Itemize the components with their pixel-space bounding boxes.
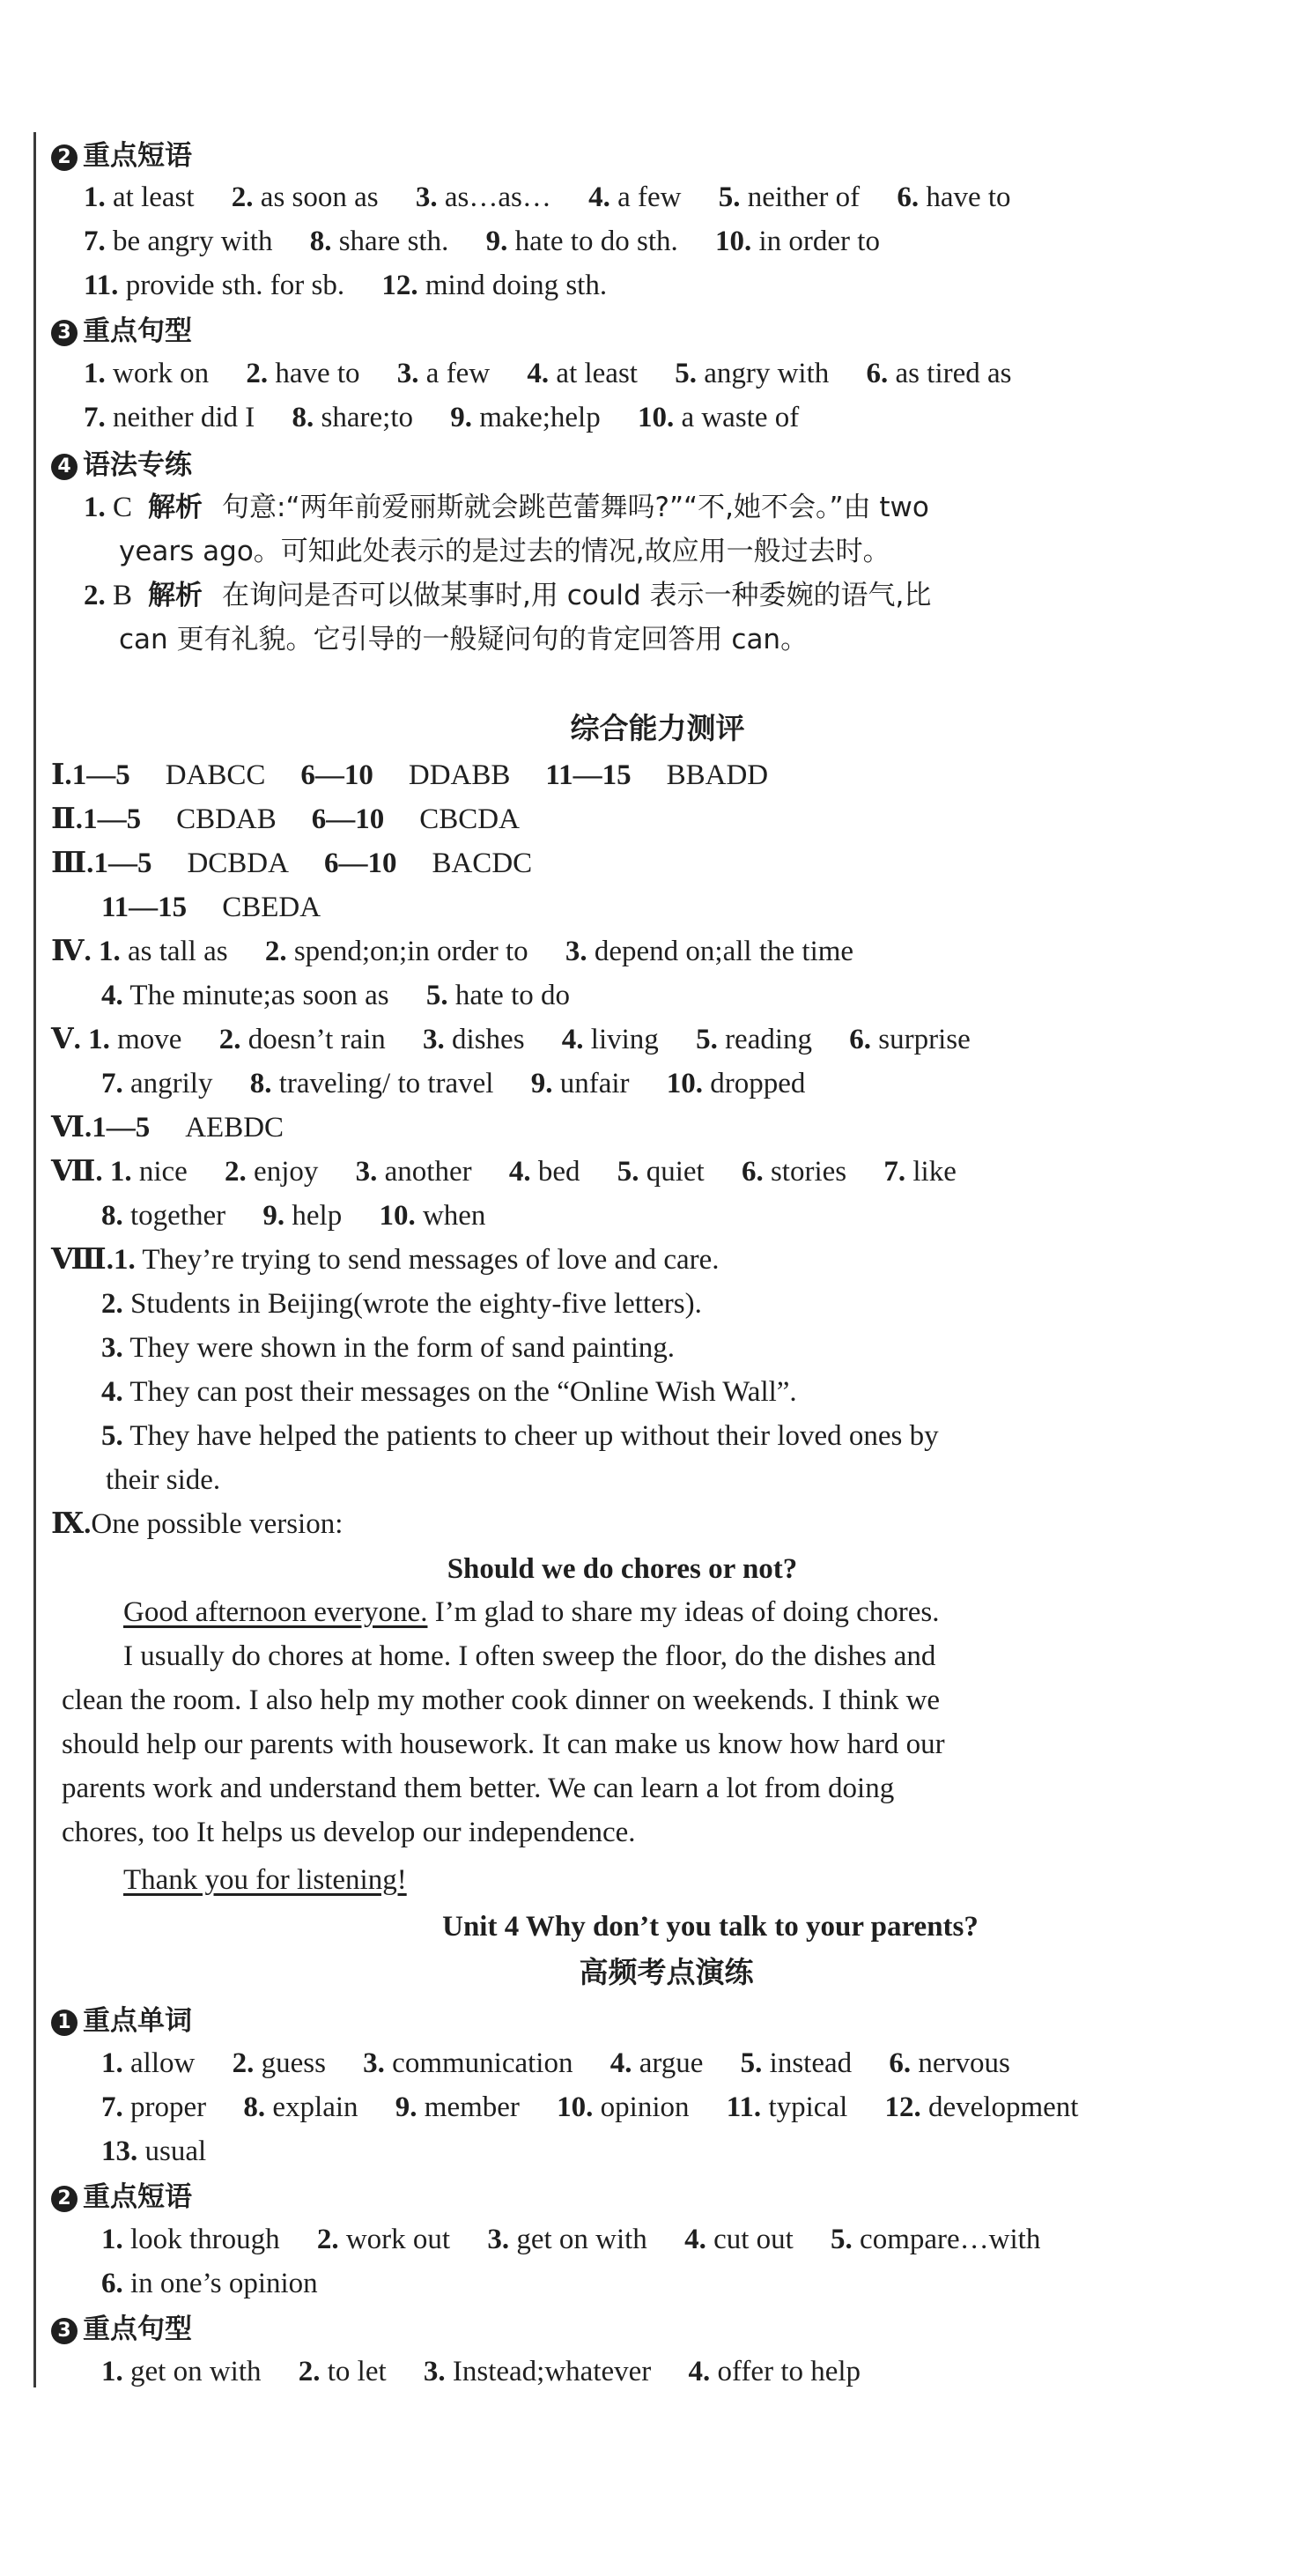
test-row-3: Ⅲ.1—5 DCBDA 6—10 BACDC bbox=[51, 848, 533, 879]
section-number-badge: 2 bbox=[51, 2186, 78, 2212]
grammar-answer-1: 1. C 解析 句意:“两年前爱丽斯就会跳芭蕾舞吗?”“不,她不会。”由 two bbox=[84, 492, 929, 523]
section-title: 重点短语 bbox=[83, 2181, 192, 2213]
grammar-answer-2-cont: can 更有礼貌。它引导的一般疑问句的肯定回答用 can。 bbox=[119, 624, 809, 655]
test-row-9-intro: Ⅸ.One possible version: bbox=[51, 1508, 344, 1540]
test-row-8-3: 3. They were shown in the form of sand painting. bbox=[101, 1332, 676, 1364]
section-title: 重点短语 bbox=[83, 140, 192, 172]
answer-row: 13. usual bbox=[101, 2136, 207, 2167]
answer-row: 7. neither did I 8. share;to 9. make;help 10. a waste of bbox=[84, 402, 800, 433]
section-heading-key-words bbox=[51, 2003, 192, 2039]
section-heading-key-sentences bbox=[51, 314, 192, 349]
section-heading-key-sentences-unit4 bbox=[51, 2312, 192, 2347]
answer-row: 1. work on 2. have to 3. a few 4. at least 5. angry with 6. as tired as bbox=[84, 358, 1012, 389]
answer-row: 1. look through 2. work out 3. get on with 4. cut out 5. compare…with bbox=[101, 2224, 1041, 2255]
essay-line: clean the room. I also help my mother cook dinner on weekends. I think we bbox=[62, 1684, 941, 1716]
test-row-1: Ⅰ.1—5 DABCC 6—10 DDABB 11—15 BBADD bbox=[51, 759, 769, 791]
section-heading-key-phrases bbox=[51, 138, 192, 174]
test-row-2: Ⅱ.1—5 CBDAB 6—10 CBCDA bbox=[51, 803, 520, 835]
section-number-badge: 2 bbox=[51, 144, 78, 171]
test-section-title: 综合能力测评 bbox=[570, 711, 745, 745]
answer-row: 1. allow 2. guess 3. communication 4. argue 5. instead 6. nervous bbox=[101, 2047, 1010, 2079]
section-number-badge: 3 bbox=[51, 2318, 78, 2344]
section-number-badge: 4 bbox=[51, 454, 78, 480]
section-title: 重点单词 bbox=[83, 2005, 192, 2037]
test-row-8-1: Ⅷ.1. They’re trying to send messages of love and care. bbox=[51, 1244, 720, 1276]
essay-line: parents work and understand them better. We can learn a lot from doing bbox=[62, 1773, 895, 1804]
test-row-6: Ⅵ.1—5 AEBDC bbox=[51, 1112, 284, 1144]
answer-row: 6. in one’s opinion bbox=[101, 2268, 318, 2299]
test-row-7b: 8. together 9. help 10. when bbox=[101, 1200, 486, 1232]
essay-greeting: Good afternoon everyone. I’m glad to share my ideas of doing chores. bbox=[123, 1596, 940, 1628]
test-row-8-4: 4. They can post their messages on the “Online Wish Wall”. bbox=[101, 1376, 797, 1408]
test-row-5: Ⅴ. 1. move 2. doesn’t rain 3. dishes 4. living 5. reading 6. surprise bbox=[51, 1024, 971, 1055]
section-number-badge: 1 bbox=[51, 2010, 78, 2036]
test-row-4b: 4. The minute;as soon as 5. hate to do bbox=[101, 980, 570, 1011]
essay-line: chores, too It helps us develop our independence. bbox=[62, 1817, 636, 1848]
answer-row: 7. proper 8. explain 9. member 10. opinion 11. typical 12. development bbox=[101, 2091, 1079, 2123]
test-row-5b: 7. angrily 8. traveling/ to travel 9. unfair 10. dropped bbox=[101, 1068, 806, 1099]
answer-row: 1. get on with 2. to let 3. Instead;whatever 4. offer to help bbox=[101, 2356, 861, 2387]
left-margin-rule bbox=[33, 132, 36, 2387]
grammar-answer-1-cont: years ago。可知此处表示的是过去的情况,故应用一般过去时。 bbox=[119, 536, 890, 567]
unit-subtitle: 高频考点演练 bbox=[579, 1955, 754, 1989]
section-heading-grammar bbox=[51, 448, 192, 483]
essay-line: I usually do chores at home. I often sweep the floor, do the dishes and bbox=[123, 1640, 936, 1672]
section-title: 重点句型 bbox=[83, 315, 192, 347]
grammar-answer-2: 2. B 解析 在询问是否可以做某事时,用 could 表示一种委婉的语气,比 bbox=[84, 580, 932, 611]
section-title: 重点句型 bbox=[83, 2313, 192, 2345]
section-heading-key-phrases-unit4 bbox=[51, 2180, 192, 2215]
essay-title: Should we do chores or not? bbox=[447, 1553, 798, 1585]
section-title: 语法专练 bbox=[83, 449, 192, 481]
test-row-8-5: 5. They have helped the patients to cheer up without their loved ones by bbox=[101, 1420, 939, 1452]
answer-row: 7. be angry with 8. share sth. 9. hate to do sth. 10. in order to bbox=[84, 226, 880, 257]
essay-line: should help our parents with housework. It can make us know how hard our bbox=[62, 1728, 945, 1760]
answer-row: 11. provide sth. for sb. 12. mind doing sth. bbox=[84, 270, 608, 301]
test-row-8-2: 2. Students in Beijing(wrote the eighty-five letters). bbox=[101, 1288, 702, 1320]
section-number-badge: 3 bbox=[51, 320, 78, 346]
unit-title: Unit 4 Why don’t you talk to your parents? bbox=[442, 1911, 979, 1943]
essay-closing: Thank you for listening! bbox=[123, 1864, 407, 1896]
test-row-7: Ⅶ. 1. nice 2. enjoy 3. another 4. bed 5. quiet 6. stories 7. like bbox=[51, 1156, 957, 1188]
answer-row: 1. at least 2. as soon as 3. as…as… 4. a few 5. neither of 6. have to bbox=[84, 181, 1011, 213]
test-row-4: Ⅳ. 1. as tall as 2. spend;on;in order to 3. depend on;all the time bbox=[51, 936, 854, 967]
test-row-3b: 11—15 CBEDA bbox=[101, 892, 321, 923]
test-row-8-5-cont: their side. bbox=[106, 1464, 221, 1496]
